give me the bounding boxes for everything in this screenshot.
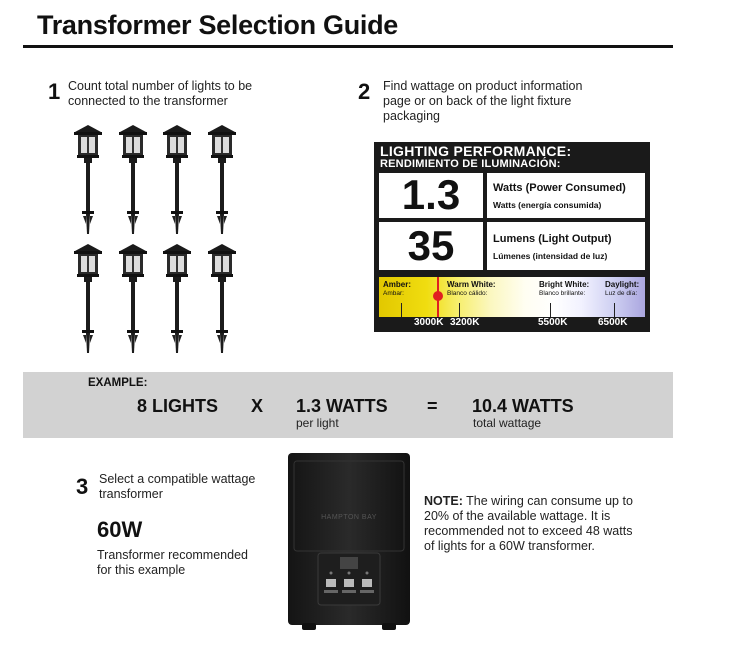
tick — [401, 303, 402, 317]
watts-value: 1.3 — [401, 171, 461, 218]
path-light — [207, 243, 237, 355]
recommendation-text: Transformer recommended for this example — [97, 548, 248, 577]
example-lights: 8 LIGHTS — [137, 396, 219, 416]
example-label: EXAMPLE: — [88, 377, 148, 389]
step-3-number: 3 — [76, 474, 89, 499]
example-total: 10.4 WATTS — [472, 396, 574, 416]
kelvin-3000: 3000K — [414, 317, 444, 328]
tick — [459, 303, 460, 317]
lumens-value: 35 — [407, 222, 455, 269]
lumens-value-box — [379, 222, 483, 270]
tick — [550, 303, 551, 317]
panel-heading-es: RENDIMIENTO DE ILUMINACIÓN: — [380, 158, 561, 170]
path-light — [162, 243, 192, 355]
transformer-image — [288, 453, 410, 631]
step-2-number: 2 — [358, 79, 371, 104]
watts-value-box — [379, 173, 483, 218]
watts-label-box — [487, 173, 645, 218]
step-2-text: Find wattage on product information page or on back of the light fixture packaging — [383, 79, 583, 123]
recommended-wattage: 60W — [97, 517, 143, 542]
path-light — [207, 124, 237, 236]
path-light — [73, 243, 103, 355]
path-light — [73, 124, 103, 236]
lumens-label-es: Lúmenes (intensidad de luz) — [493, 251, 608, 261]
example-watts-sub: per light — [296, 416, 339, 430]
page-title: Transformer Selection Guide — [37, 10, 399, 40]
color-temperature-spectrum — [379, 277, 645, 317]
lumens-label: Lumens (Light Output) — [493, 233, 612, 245]
spectrum-warm-white: Warm White: Blanco cálido: — [447, 280, 496, 297]
spectrum-amber: Amber: Ambar: — [383, 280, 412, 297]
wiring-note: NOTE: The wiring can consume up to 20% of the available wattage. It is recommended not to exceed 48 watts of lights for a 60W transformer. — [424, 494, 633, 553]
example-total-sub: total wattage — [473, 416, 542, 430]
kelvin-3200: 3200K — [450, 317, 480, 328]
step-1-text: Count total number of lights to be connected to the transformer — [68, 79, 253, 108]
path-light — [118, 243, 148, 355]
tick — [614, 303, 615, 317]
spectrum-bright-white: Bright White: Blanco brillante: — [539, 280, 590, 297]
lighting-performance-panel — [374, 142, 650, 332]
transformer-brand-text: HAMPTON BAY — [321, 514, 377, 521]
indicator-dot — [433, 291, 443, 301]
title-divider — [23, 45, 673, 48]
spectrum-daylight: Daylight: Luz de día: — [605, 280, 640, 297]
step-3-text: Select a compatible wattage transformer — [99, 472, 256, 501]
panel-heading: LIGHTING PERFORMANCE: — [380, 143, 572, 159]
kelvin-5500: 5500K — [538, 317, 568, 328]
example-times: X — [251, 396, 264, 416]
path-light — [162, 124, 192, 236]
watts-label: Watts (Power Consumed) — [493, 182, 626, 194]
step-1-number: 1 — [48, 79, 61, 104]
watts-label-es: Watts (energía consumida) — [493, 200, 602, 210]
lumens-label-box — [487, 222, 645, 270]
path-light — [118, 124, 148, 236]
kelvin-6500: 6500K — [598, 317, 628, 328]
example-watts: 1.3 WATTS — [296, 396, 388, 416]
example-equals: = — [427, 396, 438, 416]
